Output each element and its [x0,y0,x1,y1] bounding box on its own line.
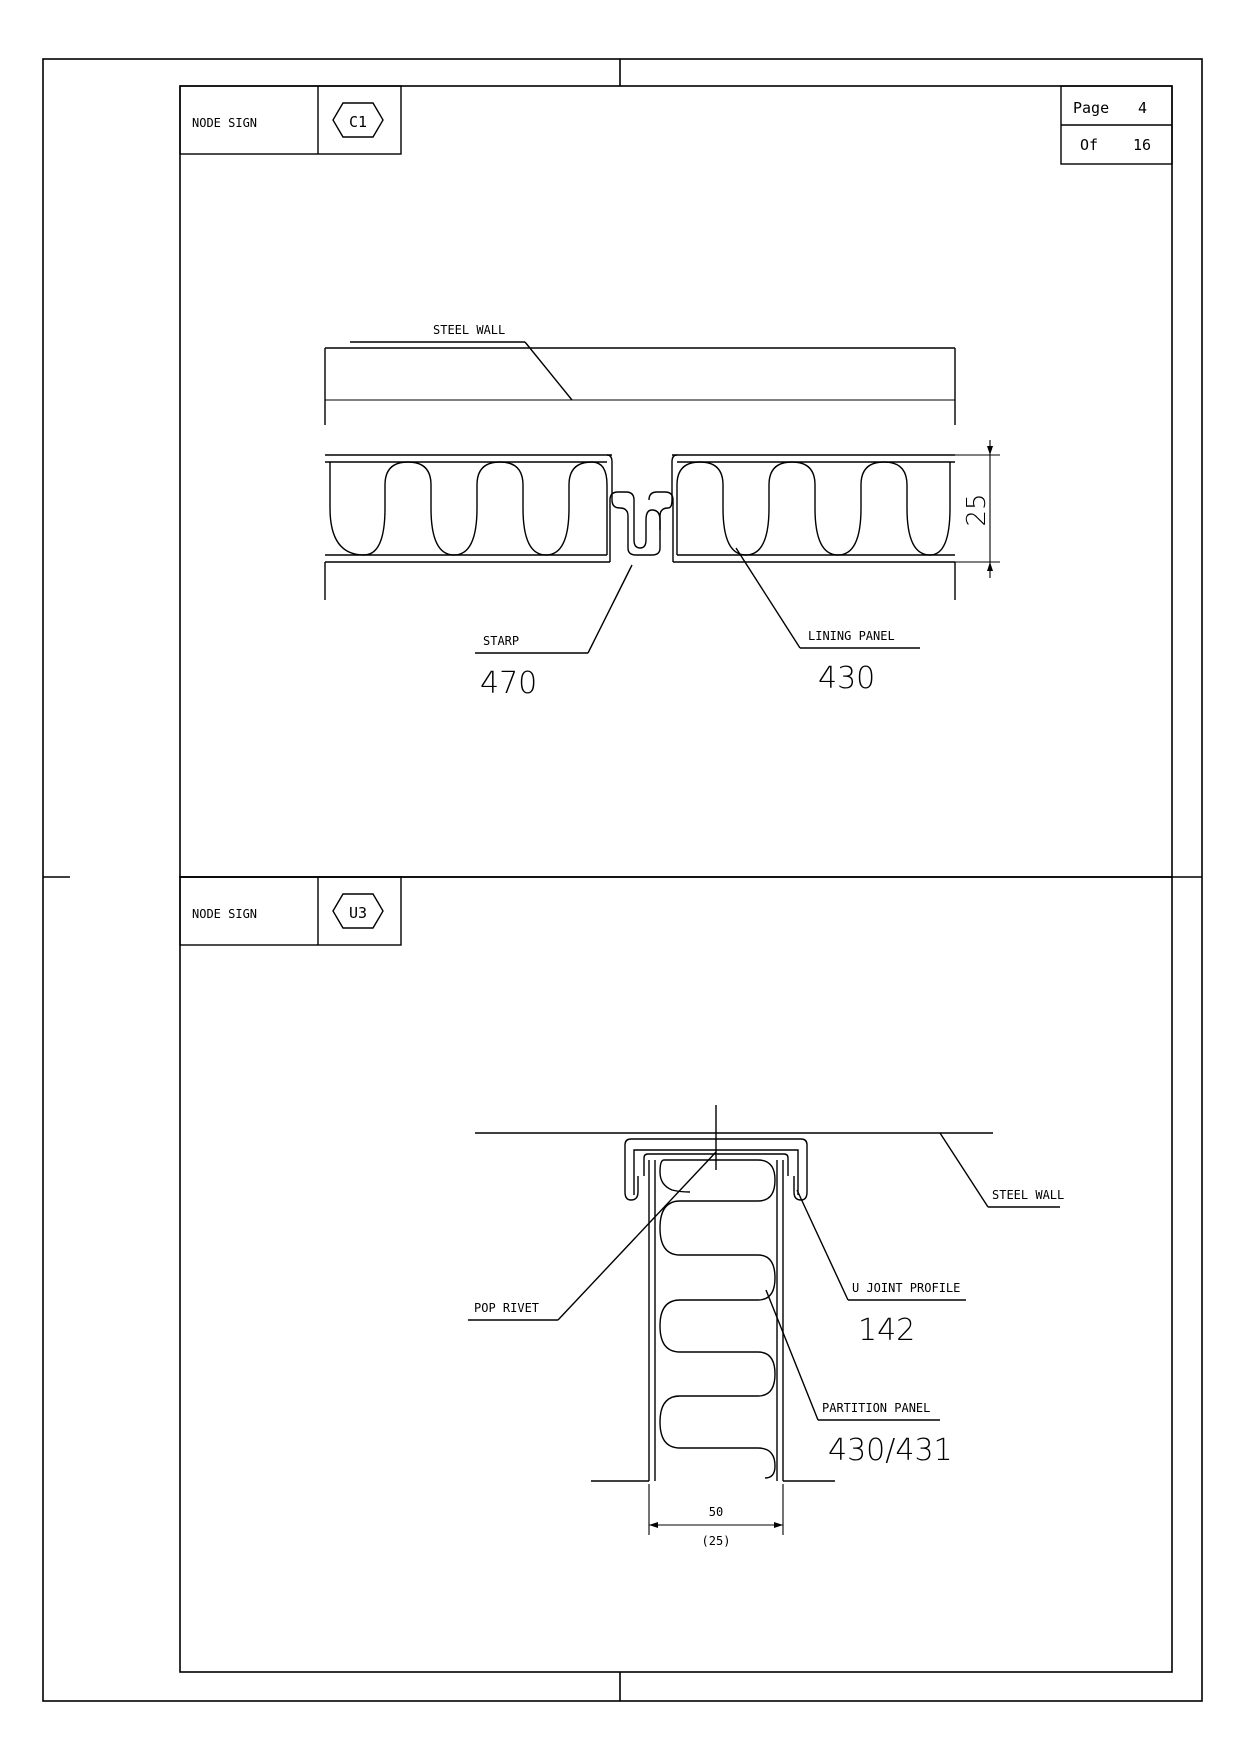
steel-wall-callout-bottom [475,1133,1064,1207]
steel-wall-label: STEEL WALL [992,1188,1065,1202]
detail-panel-bottom [180,877,1172,1672]
strap-code: 470 [480,666,538,701]
width-dim-alt-value: (25) [701,1534,731,1548]
node-sign-label: NODE SIGN [192,907,258,921]
partition-panel-code: 430/431 [828,1433,953,1468]
node-id: U3 [348,904,368,922]
detail-panel-top [180,86,1172,877]
width-dim-value: 50 [708,1505,724,1519]
thickness-dimension [940,440,1000,578]
steel-wall-label: STEEL WALL [433,323,506,337]
lining-panel-code: 430 [818,661,876,696]
strap-callout [475,565,632,701]
node-sign-label: NODE SIGN [192,116,258,130]
strap-label: STARP [483,634,520,648]
steel-wall-callout-top [325,323,955,425]
pop-rivet-label: POP RIVET [474,1301,540,1315]
node-sign-box-top [180,86,401,154]
sheet-frame [43,59,1202,1701]
u-joint-label: U JOINT PROFILE [852,1281,961,1295]
lining-panel-label: LINING PANEL [808,629,895,643]
thickness-dim-value: 25 [962,493,992,527]
page-label: Page [1073,99,1110,117]
u-joint-code: 142 [858,1313,916,1348]
page-total: 16 [1133,136,1152,154]
partition-panel-label: PARTITION PANEL [822,1401,931,1415]
u-joint-callout [797,1190,966,1348]
of-label: Of [1080,136,1099,154]
page-number: 4 [1138,99,1148,117]
lining-panel-section [325,455,955,600]
node-id: C1 [348,113,368,131]
lining-panel-callout [736,548,920,696]
pop-rivet-callout [468,1152,716,1320]
width-dimension [649,1484,783,1548]
partition-panel-section [591,1139,835,1481]
node-sign-box-bottom [180,877,401,945]
page-number-box [1061,86,1172,164]
